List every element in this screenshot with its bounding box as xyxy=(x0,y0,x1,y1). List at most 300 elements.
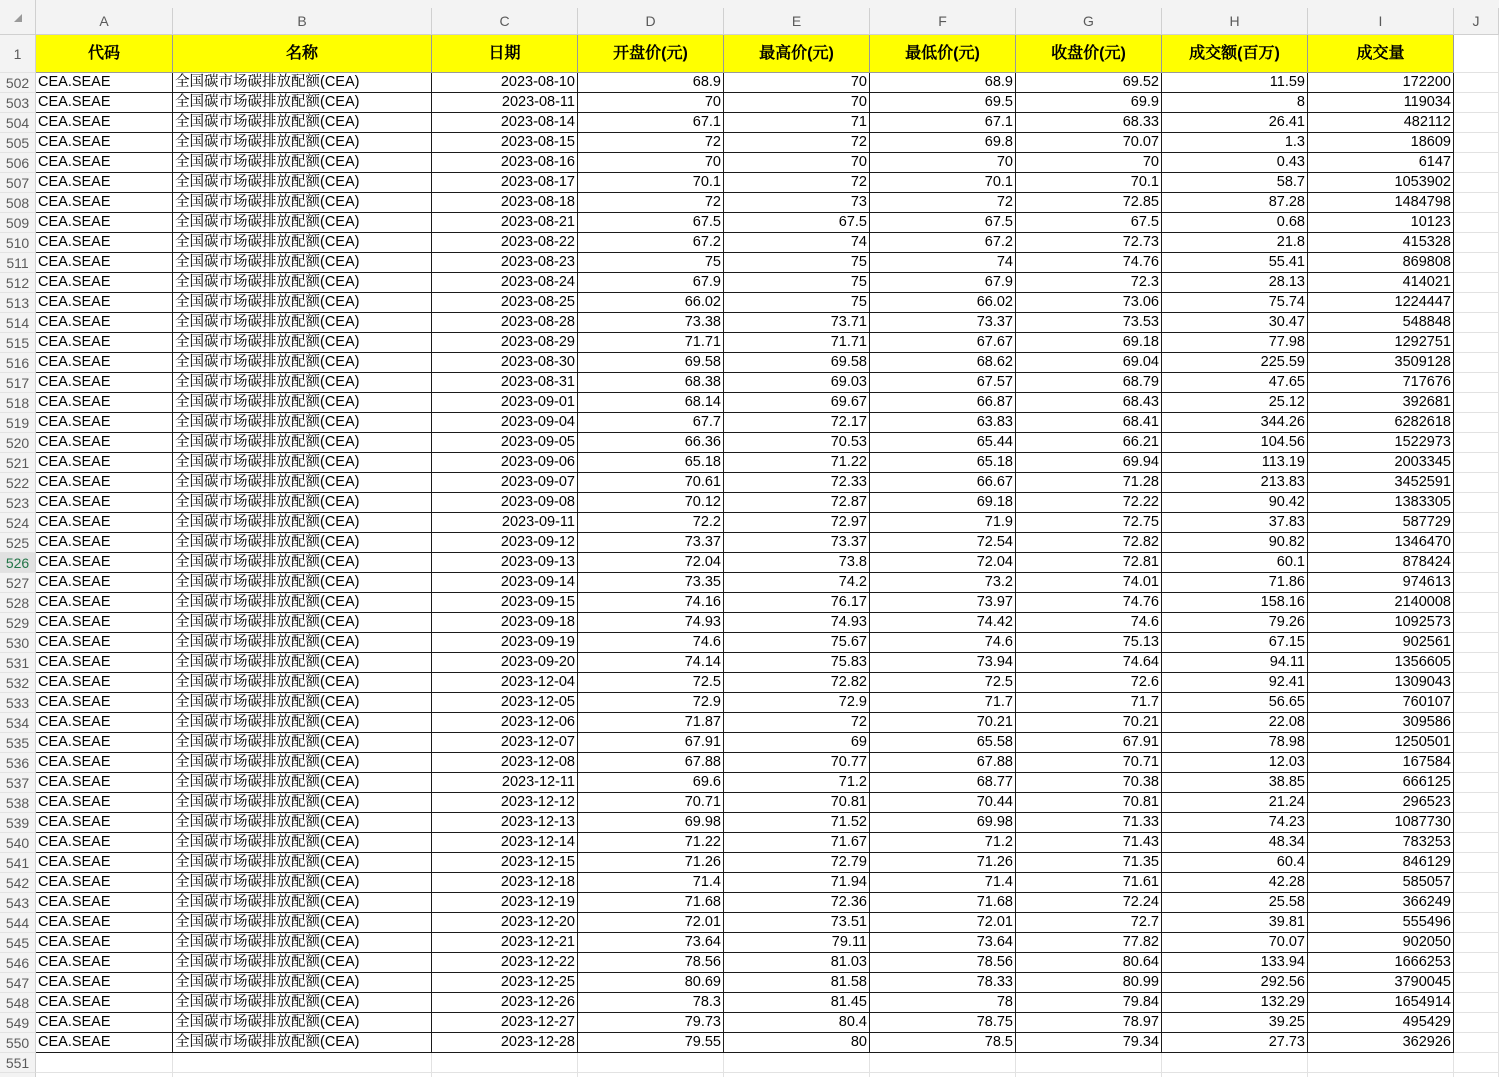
row-header[interactable]: 518 xyxy=(0,393,36,413)
table-cell-empty[interactable] xyxy=(1454,113,1499,133)
table-cell[interactable]: 2023-12-25 xyxy=(432,973,578,993)
table-cell[interactable]: 全国碳市场碳排放配额(CEA) xyxy=(173,1033,432,1053)
table-cell[interactable]: 71.33 xyxy=(1016,813,1162,833)
table-cell[interactable]: 25.12 xyxy=(1162,393,1308,413)
table-cell-empty[interactable] xyxy=(1162,1053,1308,1073)
row-header[interactable]: 504 xyxy=(0,113,36,133)
table-cell[interactable]: 全国碳市场碳排放配额(CEA) xyxy=(173,633,432,653)
table-cell[interactable]: 71.26 xyxy=(578,853,724,873)
table-cell[interactable]: 1092573 xyxy=(1308,613,1454,633)
row-header[interactable]: 510 xyxy=(0,233,36,253)
table-cell[interactable]: 71.35 xyxy=(1016,853,1162,873)
table-cell[interactable]: CEA.SEAE xyxy=(36,953,173,973)
table-cell[interactable]: 158.16 xyxy=(1162,593,1308,613)
table-cell[interactable]: 68.79 xyxy=(1016,373,1162,393)
table-cell[interactable]: 73.37 xyxy=(578,533,724,553)
table-cell[interactable]: CEA.SEAE xyxy=(36,413,173,433)
row-header[interactable]: 513 xyxy=(0,293,36,313)
table-cell[interactable]: 666125 xyxy=(1308,773,1454,793)
table-cell[interactable]: CEA.SEAE xyxy=(36,213,173,233)
table-cell[interactable]: 2023-12-13 xyxy=(432,813,578,833)
table-cell[interactable]: 73.37 xyxy=(724,533,870,553)
table-cell[interactable]: 全国碳市场碳排放配额(CEA) xyxy=(173,853,432,873)
table-cell-empty[interactable] xyxy=(1454,953,1499,973)
table-cell[interactable]: 2023-09-19 xyxy=(432,633,578,653)
table-cell[interactable]: 30.47 xyxy=(1162,313,1308,333)
table-cell[interactable]: 6147 xyxy=(1308,153,1454,173)
row-header[interactable]: 546 xyxy=(0,953,36,973)
table-cell[interactable]: 67.2 xyxy=(870,233,1016,253)
table-cell[interactable]: CEA.SEAE xyxy=(36,93,173,113)
table-cell[interactable]: 65.58 xyxy=(870,733,1016,753)
row-header[interactable]: 505 xyxy=(0,133,36,153)
column-header-h[interactable]: H xyxy=(1162,8,1308,35)
table-cell[interactable]: 全国碳市场碳排放配额(CEA) xyxy=(173,533,432,553)
row-header[interactable]: 536 xyxy=(0,753,36,773)
table-cell[interactable]: CEA.SEAE xyxy=(36,253,173,273)
table-header-cell[interactable]: 成交量 xyxy=(1308,35,1454,73)
table-cell[interactable]: 全国碳市场碳排放配额(CEA) xyxy=(173,793,432,813)
table-cell[interactable]: 58.7 xyxy=(1162,173,1308,193)
table-cell[interactable]: 27.73 xyxy=(1162,1033,1308,1053)
table-cell[interactable]: 全国碳市场碳排放配额(CEA) xyxy=(173,613,432,633)
table-cell[interactable]: 71.7 xyxy=(870,693,1016,713)
table-cell[interactable]: 全国碳市场碳排放配额(CEA) xyxy=(173,573,432,593)
table-cell[interactable]: 72.97 xyxy=(724,513,870,533)
table-cell[interactable]: CEA.SEAE xyxy=(36,493,173,513)
table-cell[interactable]: 全国碳市场碳排放配额(CEA) xyxy=(173,653,432,673)
table-cell[interactable]: 3452591 xyxy=(1308,473,1454,493)
table-cell[interactable]: 71.28 xyxy=(1016,473,1162,493)
table-cell-empty[interactable] xyxy=(1454,973,1499,993)
table-cell[interactable]: 78.5 xyxy=(870,1033,1016,1053)
table-cell[interactable]: 71.4 xyxy=(578,873,724,893)
table-cell-empty[interactable] xyxy=(1454,313,1499,333)
table-cell[interactable]: 974613 xyxy=(1308,573,1454,593)
table-cell[interactable]: 81.45 xyxy=(724,993,870,1013)
table-cell[interactable]: 2023-08-28 xyxy=(432,313,578,333)
table-cell[interactable]: 78.56 xyxy=(870,953,1016,973)
table-cell[interactable]: 72.24 xyxy=(1016,893,1162,913)
table-cell-empty[interactable] xyxy=(1454,933,1499,953)
table-cell[interactable]: CEA.SEAE xyxy=(36,373,173,393)
table-cell[interactable]: 69.5 xyxy=(870,93,1016,113)
column-header-g[interactable]: G xyxy=(1016,8,1162,35)
table-cell[interactable]: 75 xyxy=(724,293,870,313)
table-cell[interactable]: 72 xyxy=(578,193,724,213)
table-cell[interactable]: 72.3 xyxy=(1016,273,1162,293)
table-cell[interactable]: 67.88 xyxy=(870,753,1016,773)
table-cell[interactable]: 2023-08-22 xyxy=(432,233,578,253)
table-cell[interactable]: 2023-08-23 xyxy=(432,253,578,273)
row-header[interactable]: 522 xyxy=(0,473,36,493)
row-header[interactable]: 551 xyxy=(0,1053,36,1073)
table-cell[interactable]: 72.87 xyxy=(724,493,870,513)
row-header[interactable]: 516 xyxy=(0,353,36,373)
table-cell[interactable]: 67.91 xyxy=(1016,733,1162,753)
table-cell[interactable]: 73.2 xyxy=(870,573,1016,593)
table-cell[interactable]: 55.41 xyxy=(1162,253,1308,273)
table-cell[interactable]: 全国碳市场碳排放配额(CEA) xyxy=(173,593,432,613)
table-cell[interactable]: 71.87 xyxy=(578,713,724,733)
table-cell[interactable]: 75.74 xyxy=(1162,293,1308,313)
table-cell[interactable]: CEA.SEAE xyxy=(36,273,173,293)
table-cell[interactable]: 79.34 xyxy=(1016,1033,1162,1053)
table-cell[interactable]: 全国碳市场碳排放配额(CEA) xyxy=(173,93,432,113)
table-cell-empty[interactable] xyxy=(1454,893,1499,913)
table-cell[interactable]: 76.17 xyxy=(724,593,870,613)
table-cell[interactable]: 1484798 xyxy=(1308,193,1454,213)
table-cell[interactable]: 73.71 xyxy=(724,313,870,333)
table-cell[interactable]: 2023-08-10 xyxy=(432,73,578,93)
table-cell[interactable]: 1.3 xyxy=(1162,133,1308,153)
table-cell[interactable]: 213.83 xyxy=(1162,473,1308,493)
table-cell[interactable]: 79.26 xyxy=(1162,613,1308,633)
table-cell[interactable]: CEA.SEAE xyxy=(36,913,173,933)
table-cell[interactable]: 69.6 xyxy=(578,773,724,793)
table-cell[interactable]: 全国碳市场碳排放配额(CEA) xyxy=(173,153,432,173)
table-cell[interactable]: CEA.SEAE xyxy=(36,333,173,353)
table-cell[interactable]: 2023-09-01 xyxy=(432,393,578,413)
table-cell[interactable]: 全国碳市场碳排放配额(CEA) xyxy=(173,753,432,773)
table-cell-empty[interactable] xyxy=(1454,233,1499,253)
table-cell[interactable]: 70.77 xyxy=(724,753,870,773)
row-header[interactable]: 535 xyxy=(0,733,36,753)
table-cell[interactable]: 902050 xyxy=(1308,933,1454,953)
table-cell[interactable]: 80.69 xyxy=(578,973,724,993)
table-cell[interactable]: 74.01 xyxy=(1016,573,1162,593)
table-cell[interactable]: 482112 xyxy=(1308,113,1454,133)
table-cell[interactable]: CEA.SEAE xyxy=(36,773,173,793)
table-cell[interactable]: 72.75 xyxy=(1016,513,1162,533)
table-cell[interactable]: 1292751 xyxy=(1308,333,1454,353)
row-header[interactable]: 521 xyxy=(0,453,36,473)
table-cell[interactable]: 全国碳市场碳排放配额(CEA) xyxy=(173,673,432,693)
table-cell[interactable]: 38.85 xyxy=(1162,773,1308,793)
table-cell[interactable]: 73.53 xyxy=(1016,313,1162,333)
table-cell[interactable]: 415328 xyxy=(1308,233,1454,253)
table-cell[interactable]: 0.68 xyxy=(1162,213,1308,233)
table-cell[interactable]: 73.8 xyxy=(724,553,870,573)
table-cell[interactable]: 74.16 xyxy=(578,593,724,613)
table-cell[interactable]: 70 xyxy=(1016,153,1162,173)
table-header-cell[interactable]: 成交额(百万) xyxy=(1162,35,1308,73)
table-cell-empty[interactable] xyxy=(1454,733,1499,753)
table-cell[interactable]: 90.82 xyxy=(1162,533,1308,553)
table-cell[interactable]: 70.44 xyxy=(870,793,1016,813)
table-cell[interactable]: 2023-12-27 xyxy=(432,1013,578,1033)
table-cell[interactable]: 587729 xyxy=(1308,513,1454,533)
table-cell[interactable]: 81.58 xyxy=(724,973,870,993)
table-cell[interactable]: 68.9 xyxy=(870,73,1016,93)
table-cell[interactable]: CEA.SEAE xyxy=(36,513,173,533)
table-cell[interactable]: CEA.SEAE xyxy=(36,933,173,953)
table-cell[interactable]: 全国碳市场碳排放配额(CEA) xyxy=(173,553,432,573)
table-cell[interactable]: 70.12 xyxy=(578,493,724,513)
table-cell[interactable]: 67.57 xyxy=(870,373,1016,393)
table-cell[interactable]: 74.64 xyxy=(1016,653,1162,673)
table-cell[interactable]: 全国碳市场碳排放配额(CEA) xyxy=(173,953,432,973)
table-cell-empty[interactable] xyxy=(1454,573,1499,593)
table-cell[interactable]: 全国碳市场碳排放配额(CEA) xyxy=(173,733,432,753)
table-cell[interactable]: 69.03 xyxy=(724,373,870,393)
table-cell[interactable]: 全国碳市场碳排放配额(CEA) xyxy=(173,233,432,253)
table-cell[interactable]: 72.04 xyxy=(578,553,724,573)
table-cell[interactable]: 65.44 xyxy=(870,433,1016,453)
table-cell[interactable]: 69.18 xyxy=(1016,333,1162,353)
table-cell-empty[interactable] xyxy=(1454,913,1499,933)
column-header-f[interactable]: F xyxy=(870,8,1016,35)
table-cell[interactable]: 1309043 xyxy=(1308,673,1454,693)
table-cell[interactable]: CEA.SEAE xyxy=(36,753,173,773)
table-cell[interactable]: 74.42 xyxy=(870,613,1016,633)
table-cell-empty[interactable] xyxy=(578,1053,724,1073)
table-cell[interactable]: 366249 xyxy=(1308,893,1454,913)
table-cell[interactable]: 74.6 xyxy=(578,633,724,653)
table-cell[interactable]: 119034 xyxy=(1308,93,1454,113)
table-cell[interactable]: 全国碳市场碳排放配额(CEA) xyxy=(173,833,432,853)
table-cell[interactable]: 全国碳市场碳排放配额(CEA) xyxy=(173,933,432,953)
table-cell[interactable]: CEA.SEAE xyxy=(36,993,173,1013)
row-header[interactable] xyxy=(0,1073,36,1077)
table-cell[interactable]: 67.91 xyxy=(578,733,724,753)
table-cell[interactable]: 73.06 xyxy=(1016,293,1162,313)
table-cell[interactable]: 783253 xyxy=(1308,833,1454,853)
table-cell-empty[interactable] xyxy=(1454,673,1499,693)
table-cell[interactable]: 69.04 xyxy=(1016,353,1162,373)
table-cell[interactable]: 2023-08-30 xyxy=(432,353,578,373)
table-cell[interactable]: 0.43 xyxy=(1162,153,1308,173)
table-cell[interactable]: 2023-09-05 xyxy=(432,433,578,453)
table-cell[interactable]: CEA.SEAE xyxy=(36,153,173,173)
table-cell[interactable]: 75 xyxy=(724,253,870,273)
table-cell[interactable]: 71.4 xyxy=(870,873,1016,893)
table-cell[interactable]: 69.98 xyxy=(870,813,1016,833)
table-cell[interactable]: CEA.SEAE xyxy=(36,433,173,453)
table-cell[interactable]: 70 xyxy=(724,153,870,173)
table-cell-empty[interactable] xyxy=(1454,553,1499,573)
table-cell[interactable]: 71.68 xyxy=(870,893,1016,913)
table-cell[interactable]: 2023-08-16 xyxy=(432,153,578,173)
table-cell[interactable]: 2023-12-15 xyxy=(432,853,578,873)
row-header[interactable]: 548 xyxy=(0,993,36,1013)
table-cell[interactable]: 70.1 xyxy=(1016,173,1162,193)
table-cell[interactable]: 73.94 xyxy=(870,653,1016,673)
table-cell[interactable]: 74.2 xyxy=(724,573,870,593)
table-cell[interactable]: CEA.SEAE xyxy=(36,133,173,153)
table-cell-empty[interactable] xyxy=(1454,713,1499,733)
table-cell-empty[interactable] xyxy=(1454,813,1499,833)
table-cell[interactable]: 39.25 xyxy=(1162,1013,1308,1033)
table-cell[interactable]: 1522973 xyxy=(1308,433,1454,453)
table-cell-empty[interactable] xyxy=(1454,473,1499,493)
table-cell[interactable]: 2023-08-31 xyxy=(432,373,578,393)
table-cell[interactable]: 2023-12-22 xyxy=(432,953,578,973)
table-cell-empty[interactable] xyxy=(724,1073,870,1077)
table-cell[interactable]: 66.02 xyxy=(870,293,1016,313)
row-header[interactable]: 541 xyxy=(0,853,36,873)
table-cell[interactable]: 67.7 xyxy=(578,413,724,433)
table-cell[interactable]: 69.9 xyxy=(1016,93,1162,113)
table-cell-empty[interactable] xyxy=(1454,753,1499,773)
table-cell[interactable]: 全国碳市场碳排放配额(CEA) xyxy=(173,693,432,713)
table-cell[interactable]: 73.37 xyxy=(870,313,1016,333)
table-cell[interactable]: 18609 xyxy=(1308,133,1454,153)
row-header[interactable]: 511 xyxy=(0,253,36,273)
table-cell[interactable]: 74.6 xyxy=(870,633,1016,653)
table-cell[interactable]: 78.3 xyxy=(578,993,724,1013)
table-cell[interactable]: 309586 xyxy=(1308,713,1454,733)
table-cell[interactable]: CEA.SEAE xyxy=(36,633,173,653)
table-cell[interactable]: 495429 xyxy=(1308,1013,1454,1033)
table-cell[interactable]: 全国碳市场碳排放配额(CEA) xyxy=(173,313,432,333)
table-cell[interactable]: 37.83 xyxy=(1162,513,1308,533)
row-header[interactable]: 540 xyxy=(0,833,36,853)
row-header[interactable]: 520 xyxy=(0,433,36,453)
table-cell[interactable]: 72 xyxy=(724,133,870,153)
table-cell[interactable]: 70.61 xyxy=(578,473,724,493)
table-cell[interactable]: 79.55 xyxy=(578,1033,724,1053)
table-cell[interactable]: 172200 xyxy=(1308,73,1454,93)
table-cell-empty[interactable] xyxy=(1454,93,1499,113)
table-cell-empty[interactable] xyxy=(1454,353,1499,373)
table-cell[interactable]: 70 xyxy=(724,93,870,113)
table-cell[interactable]: CEA.SEAE xyxy=(36,693,173,713)
row-header[interactable]: 537 xyxy=(0,773,36,793)
table-cell[interactable]: CEA.SEAE xyxy=(36,873,173,893)
table-cell[interactable]: 72 xyxy=(724,713,870,733)
table-cell[interactable]: 2023-08-29 xyxy=(432,333,578,353)
table-cell[interactable]: 全国碳市场碳排放配额(CEA) xyxy=(173,253,432,273)
table-cell-empty[interactable] xyxy=(1454,833,1499,853)
table-cell[interactable]: 全国碳市场碳排放配额(CEA) xyxy=(173,273,432,293)
table-cell[interactable]: 2023-12-11 xyxy=(432,773,578,793)
table-cell[interactable]: 74 xyxy=(724,233,870,253)
table-cell[interactable]: 104.56 xyxy=(1162,433,1308,453)
table-cell-empty[interactable] xyxy=(1454,653,1499,673)
table-cell[interactable]: 69.58 xyxy=(578,353,724,373)
table-cell[interactable]: 2023-12-20 xyxy=(432,913,578,933)
table-cell[interactable]: 2023-09-20 xyxy=(432,653,578,673)
table-cell[interactable]: 73.97 xyxy=(870,593,1016,613)
table-cell[interactable]: 10123 xyxy=(1308,213,1454,233)
table-cell[interactable]: 72.2 xyxy=(578,513,724,533)
table-cell[interactable]: 28.13 xyxy=(1162,273,1308,293)
table-cell[interactable]: 70 xyxy=(578,153,724,173)
table-cell-empty[interactable] xyxy=(1454,493,1499,513)
table-cell[interactable]: 70.21 xyxy=(1016,713,1162,733)
table-cell[interactable]: 2023-08-18 xyxy=(432,193,578,213)
table-header-cell[interactable]: 开盘价(元) xyxy=(578,35,724,73)
table-cell[interactable]: CEA.SEAE xyxy=(36,1033,173,1053)
table-cell[interactable]: 全国碳市场碳排放配额(CEA) xyxy=(173,773,432,793)
table-cell[interactable]: 72.85 xyxy=(1016,193,1162,213)
row-header[interactable]: 531 xyxy=(0,653,36,673)
table-cell[interactable]: 73.64 xyxy=(578,933,724,953)
table-cell[interactable]: 67.1 xyxy=(578,113,724,133)
table-cell[interactable]: 48.34 xyxy=(1162,833,1308,853)
table-cell[interactable]: 3509128 xyxy=(1308,353,1454,373)
table-cell[interactable]: 1666253 xyxy=(1308,953,1454,973)
row-header[interactable]: 547 xyxy=(0,973,36,993)
table-cell[interactable]: 74.93 xyxy=(578,613,724,633)
row-header[interactable]: 549 xyxy=(0,1013,36,1033)
table-cell[interactable]: 87.28 xyxy=(1162,193,1308,213)
table-cell[interactable]: 73.64 xyxy=(870,933,1016,953)
table-cell-empty[interactable] xyxy=(36,1053,173,1073)
table-cell-empty[interactable] xyxy=(432,1073,578,1077)
table-cell[interactable]: 42.28 xyxy=(1162,873,1308,893)
table-cell-empty[interactable] xyxy=(1454,1073,1499,1077)
table-cell-empty[interactable] xyxy=(1454,273,1499,293)
table-cell[interactable]: 66.36 xyxy=(578,433,724,453)
table-cell[interactable]: 2023-09-04 xyxy=(432,413,578,433)
table-cell[interactable]: 2023-09-06 xyxy=(432,453,578,473)
table-cell[interactable]: 94.11 xyxy=(1162,653,1308,673)
table-cell[interactable]: CEA.SEAE xyxy=(36,613,173,633)
table-cell[interactable]: CEA.SEAE xyxy=(36,813,173,833)
table-cell[interactable]: 78.97 xyxy=(1016,1013,1162,1033)
table-cell[interactable]: 全国碳市场碳排放配额(CEA) xyxy=(173,453,432,473)
cell-j1[interactable] xyxy=(1454,35,1499,73)
table-cell-empty[interactable] xyxy=(173,1053,432,1073)
table-cell[interactable]: 73.51 xyxy=(724,913,870,933)
table-header-cell[interactable]: 名称 xyxy=(173,35,432,73)
table-cell-empty[interactable] xyxy=(1454,173,1499,193)
table-cell[interactable]: 65.18 xyxy=(870,453,1016,473)
table-cell[interactable]: 全国碳市场碳排放配额(CEA) xyxy=(173,813,432,833)
row-header[interactable]: 502 xyxy=(0,73,36,93)
table-cell[interactable]: 760107 xyxy=(1308,693,1454,713)
table-cell[interactable]: 72.01 xyxy=(578,913,724,933)
table-cell[interactable]: 69.98 xyxy=(578,813,724,833)
table-cell[interactable]: 全国碳市场碳排放配额(CEA) xyxy=(173,133,432,153)
table-cell[interactable]: 2023-12-04 xyxy=(432,673,578,693)
table-cell[interactable]: CEA.SEAE xyxy=(36,853,173,873)
table-cell[interactable]: 70.1 xyxy=(870,173,1016,193)
table-cell[interactable]: 71.7 xyxy=(1016,693,1162,713)
row-header[interactable]: 503 xyxy=(0,93,36,113)
table-cell[interactable]: 74.23 xyxy=(1162,813,1308,833)
table-cell[interactable]: 69.67 xyxy=(724,393,870,413)
table-cell[interactable]: 72.36 xyxy=(724,893,870,913)
row-header[interactable]: 542 xyxy=(0,873,36,893)
table-cell[interactable]: 71.22 xyxy=(724,453,870,473)
table-cell[interactable]: 71.52 xyxy=(724,813,870,833)
row-header[interactable]: 545 xyxy=(0,933,36,953)
table-cell-empty[interactable] xyxy=(1454,773,1499,793)
table-cell[interactable]: 6282618 xyxy=(1308,413,1454,433)
table-cell[interactable]: 70.38 xyxy=(1016,773,1162,793)
table-cell[interactable]: 全国碳市场碳排放配额(CEA) xyxy=(173,913,432,933)
table-cell[interactable]: 全国碳市场碳排放配额(CEA) xyxy=(173,213,432,233)
table-cell[interactable]: CEA.SEAE xyxy=(36,313,173,333)
table-cell[interactable]: 67.5 xyxy=(724,213,870,233)
table-cell-empty[interactable] xyxy=(870,1053,1016,1073)
table-cell-empty[interactable] xyxy=(1454,853,1499,873)
row-header-1[interactable]: 1 xyxy=(0,35,36,73)
table-cell[interactable]: 902561 xyxy=(1308,633,1454,653)
table-cell-empty[interactable] xyxy=(1454,133,1499,153)
table-cell[interactable]: 70.1 xyxy=(578,173,724,193)
table-cell[interactable]: 70 xyxy=(724,73,870,93)
row-header[interactable]: 512 xyxy=(0,273,36,293)
column-header-i[interactable]: I xyxy=(1308,8,1454,35)
row-header[interactable]: 506 xyxy=(0,153,36,173)
table-cell[interactable]: 555496 xyxy=(1308,913,1454,933)
table-cell[interactable]: 1356605 xyxy=(1308,653,1454,673)
table-cell[interactable]: 75.13 xyxy=(1016,633,1162,653)
